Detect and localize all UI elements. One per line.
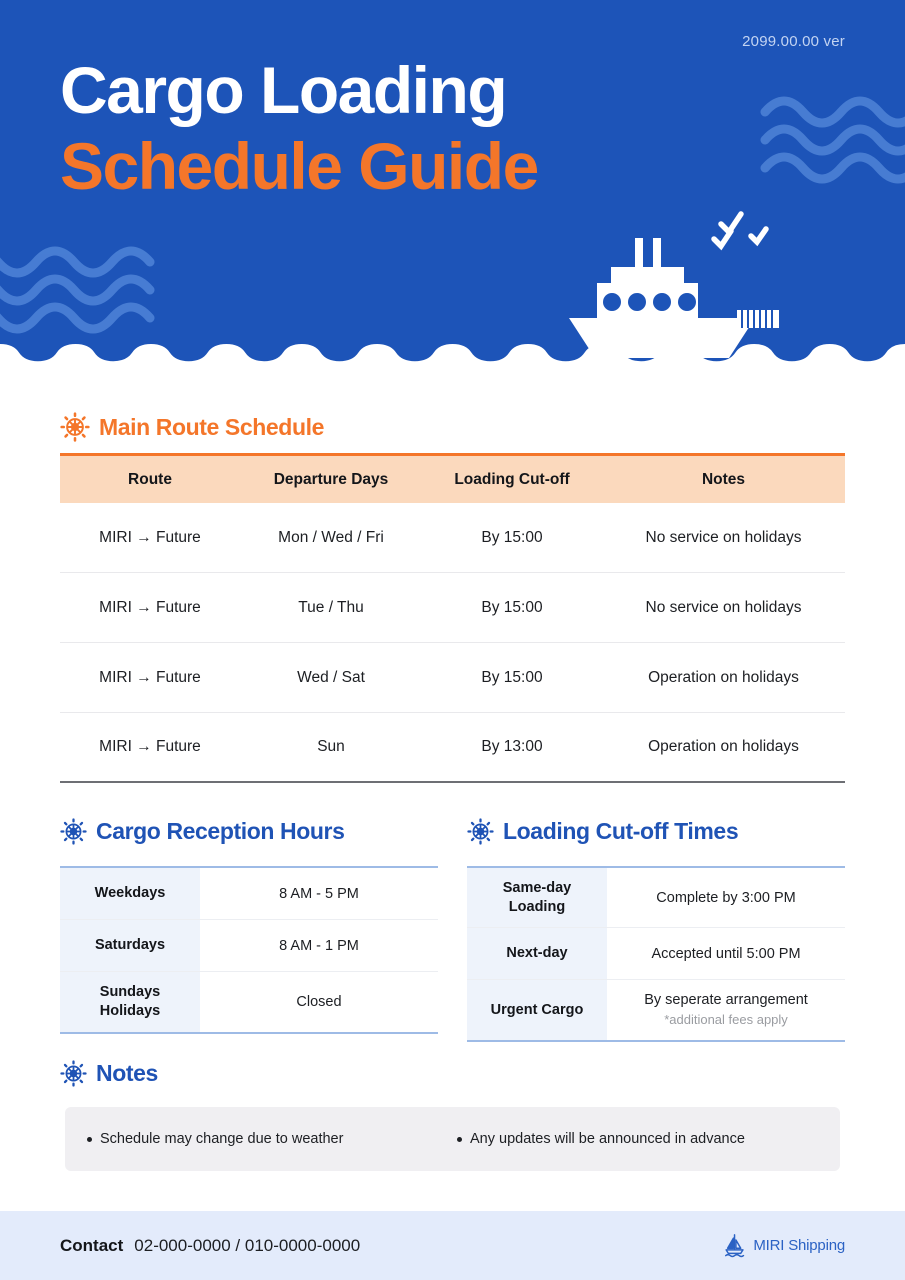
ships-wheel-icon: [467, 818, 494, 845]
table-row: [60, 503, 845, 573]
bullet-icon: [87, 1137, 92, 1142]
row-label: [467, 928, 607, 979]
row-label-line: Loading: [508, 898, 566, 915]
table-header-row: [60, 453, 845, 503]
ships-wheel-icon: [60, 1060, 87, 1087]
footer-bar: [0, 1211, 905, 1280]
column-header-days: Departure Days: [273, 470, 389, 488]
row-label: [467, 868, 607, 927]
brand: [723, 1233, 845, 1259]
row-value: [200, 972, 438, 1032]
version-label: 2099.00.00 ver: [742, 33, 845, 50]
title-line-1: Cargo Loading: [60, 53, 507, 127]
table-row: [60, 643, 845, 713]
cell-cutoff: By 15:00: [481, 668, 543, 686]
section-title: Notes: [96, 1060, 158, 1086]
note-text: Schedule may change due to weather: [100, 1131, 344, 1147]
row-value-subnote: *additional fees apply: [664, 1012, 788, 1027]
cell-days: Sun: [317, 738, 345, 755]
note-text: Any updates will be announced in advance: [470, 1131, 745, 1147]
row-label: [60, 868, 200, 919]
row-label-line: Sundays: [99, 984, 161, 1000]
row-label-line: Same-day: [502, 879, 572, 896]
notes-heading: [60, 1060, 158, 1087]
row-value: [200, 868, 438, 919]
cell-days: Tue / Thu: [298, 598, 364, 616]
cell-notes: No service on holidays: [645, 598, 802, 616]
table-row: [60, 713, 845, 783]
sailboat-icon: [723, 1233, 747, 1259]
cell-days: Wed / Sat: [297, 668, 365, 686]
row-label-line: Next-day: [506, 945, 568, 961]
section-title: Loading Cut-off Times: [503, 818, 739, 844]
row-label-line: Weekdays: [94, 885, 166, 901]
row-value: [200, 920, 438, 971]
header-banner: [0, 0, 905, 370]
row-value-text: Closed: [296, 994, 342, 1010]
section-title: Main Route Schedule: [99, 413, 324, 440]
ships-wheel-icon: [60, 818, 87, 845]
cell-route: MIRI → Future: [99, 738, 201, 755]
column-header-notes: Notes: [701, 470, 746, 488]
row-value: [607, 980, 845, 1040]
row-label-line: Holidays: [99, 1003, 161, 1019]
ships-wheel-icon: [60, 412, 90, 442]
list-item: [457, 1131, 745, 1147]
cutoff-times-table: [467, 866, 845, 1042]
cell-route: MIRI → Future: [99, 528, 201, 546]
cell-route: MIRI → Future: [99, 598, 201, 616]
table-row: [467, 928, 845, 980]
cell-notes: No service on holidays: [645, 528, 802, 546]
page-title: [60, 52, 538, 204]
row-value: [607, 928, 845, 979]
cell-route: MIRI → Future: [99, 668, 201, 686]
row-value-text: Accepted until 5:00 PM: [651, 945, 801, 962]
table-row: [467, 868, 845, 928]
row-value-text: Complete by 3:00 PM: [656, 889, 796, 906]
cell-notes: Operation on holidays: [648, 738, 799, 755]
cargo-reception-hours-heading: [60, 818, 344, 845]
table-row: [60, 573, 845, 643]
table-row: [467, 980, 845, 1040]
table-row: [60, 868, 438, 920]
contact-label: Contact: [60, 1235, 124, 1255]
table-row: [60, 920, 438, 972]
column-header-route: Route: [128, 470, 172, 488]
cell-cutoff: By 15:00: [481, 598, 543, 616]
section-title: Cargo Reception Hours: [96, 818, 345, 844]
reception-hours-table: [60, 866, 438, 1034]
title-line-2: Schedule Guide: [60, 129, 538, 203]
notes-box: [65, 1107, 840, 1171]
main-route-schedule-heading: [60, 412, 324, 442]
row-value-text: By seperate arrangement: [644, 992, 808, 1008]
cell-cutoff: By 15:00: [481, 528, 543, 546]
table-row: [60, 972, 438, 1032]
cell-notes: Operation on holidays: [648, 668, 799, 686]
row-label: [467, 980, 607, 1040]
list-item: [87, 1131, 457, 1147]
row-label: [60, 920, 200, 971]
brand-name: MIRI Shipping: [753, 1237, 845, 1254]
row-label: [60, 972, 200, 1032]
loading-cutoff-times-heading: [467, 818, 738, 845]
bullet-icon: [457, 1137, 462, 1142]
cell-cutoff: By 13:00: [481, 738, 543, 755]
row-value-text: 8 AM - 1 PM: [279, 937, 359, 954]
row-value-text: 8 AM - 5 PM: [279, 885, 359, 902]
cell-days: Mon / Wed / Fri: [278, 528, 384, 546]
contact-value: 02-000-0000 / 010-0000-0000: [134, 1235, 361, 1255]
row-value: [607, 868, 845, 927]
row-label-line: Urgent Cargo: [490, 1001, 584, 1018]
row-label-line: Saturdays: [94, 937, 166, 953]
main-route-table: [60, 453, 845, 783]
column-header-cutoff: Loading Cut-off: [454, 470, 570, 488]
